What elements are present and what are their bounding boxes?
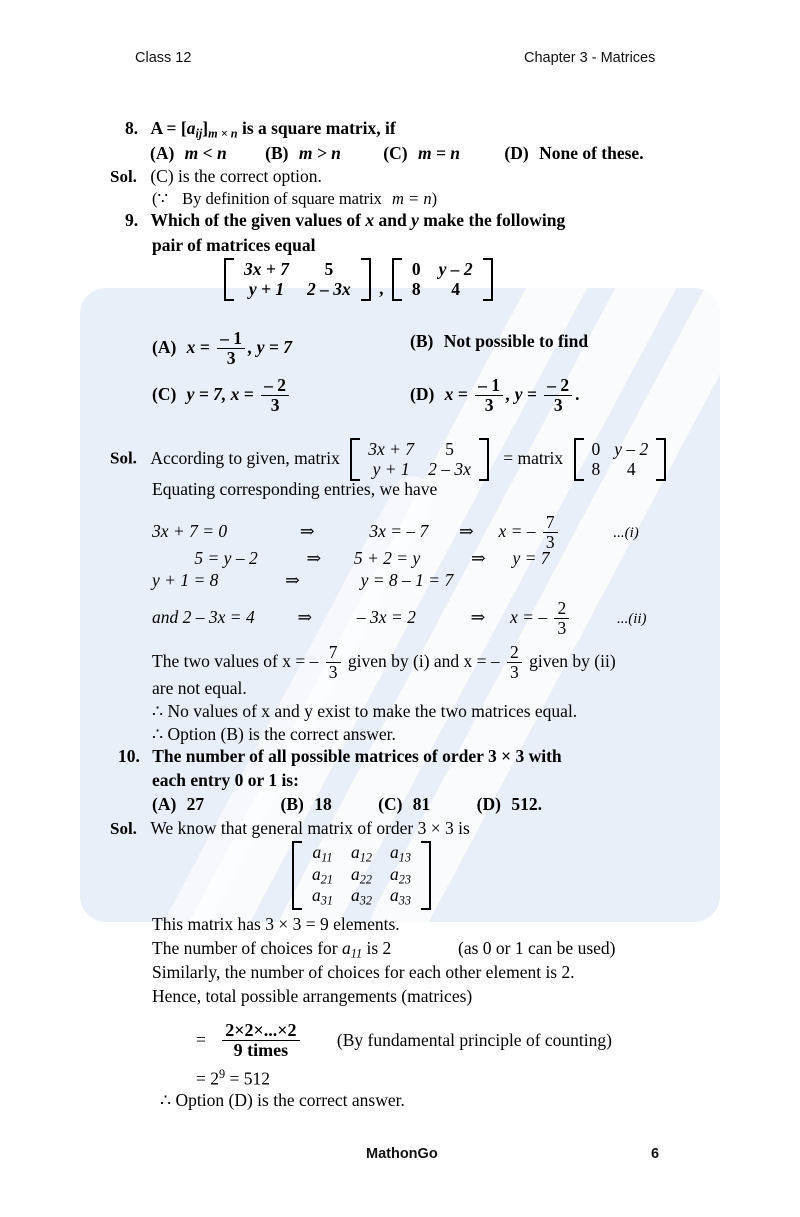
- q10-opt-c-label[interactable]: (C): [378, 794, 403, 814]
- q9-opt-d-num1: – 1: [478, 375, 501, 395]
- q10-line-1: This matrix has 3 × 3 = 9 elements.: [152, 914, 400, 934]
- q9-opt-d-label[interactable]: (D): [410, 384, 435, 405]
- q9-sol-mr-r0c0: 0: [591, 439, 601, 459]
- q9-concl-fraction-1: [326, 643, 341, 681]
- q10-m-r1c1-base: a: [351, 863, 360, 884]
- q10-m-r2c0-sub: 31: [320, 893, 333, 908]
- q10-line-4: Hence, total possible arrangements (matrices): [152, 986, 473, 1006]
- q10-m-r0c1-sub: 12: [359, 850, 372, 865]
- q10-opt-d-label[interactable]: (D): [476, 794, 501, 814]
- q9-equation-1: [152, 514, 639, 552]
- q10-m-r1c0-sub: 21: [320, 872, 333, 887]
- q9-eq1-mid: 3x = – 7: [369, 521, 429, 542]
- q9-solution-intro: [110, 438, 668, 481]
- q9-sol-mr-r1c1: 4: [626, 458, 636, 479]
- q10-opt-b-label[interactable]: (B): [280, 794, 304, 814]
- q10-line2-a: a: [342, 938, 351, 958]
- q9-opt-a-label[interactable]: (A): [152, 337, 177, 358]
- q10-m-r0c1-base: a: [351, 842, 360, 862]
- q9-opt-c-fraction: [261, 376, 289, 414]
- q9-ml-r0c0: 3x + 7: [244, 259, 289, 279]
- header-chapter: Chapter 3 - Matrices: [524, 50, 656, 66]
- q10-sol-intro-text: We know that general matrix of order 3 × 3 is: [150, 818, 470, 838]
- q9-sol-matrix-right: [574, 438, 667, 481]
- q9-eq3-left: y + 1 = 8: [152, 570, 219, 590]
- q8-sol-text: (C) is the correct option.: [150, 166, 322, 186]
- q10-calc-equals: =: [196, 1029, 206, 1050]
- q9-conclusion-line-4: ∴ Option (B) is the correct answer.: [152, 724, 396, 744]
- q9-opt-b-label[interactable]: (B): [410, 331, 434, 351]
- q9-concl-den2: 3: [507, 662, 522, 682]
- q9-eq4-arrow-2: ⇒: [470, 607, 486, 628]
- q10-m-r2c2: [381, 886, 420, 908]
- q9-concl-c: given by (ii): [524, 651, 616, 672]
- q9-eq4-left: and 2 – 3x = 4: [152, 607, 255, 628]
- q10-m-r0c1: [342, 843, 381, 865]
- question-9-matrix-pair: [222, 258, 495, 301]
- q9-opt-d-fraction-2: [544, 376, 572, 414]
- q9-eq1-right-pre: x = –: [498, 521, 540, 542]
- q8-opt-b-text[interactable]: m > n: [298, 143, 341, 163]
- q8-sol2-d: ): [431, 189, 438, 208]
- q9-conclusion-line-1: [152, 644, 616, 682]
- question-9-number: 9.: [125, 210, 139, 230]
- q9-sol-ml-r1c1: 2 – 3x: [428, 458, 471, 479]
- q9-eq2-right: y = 7: [512, 548, 550, 568]
- q9-concl-a: The two values of x = –: [152, 651, 323, 672]
- q8-solution-line-2: [152, 191, 437, 208]
- q9-stem-mid: and: [374, 210, 412, 230]
- q8-opt-a-text[interactable]: m < n: [184, 143, 227, 163]
- q9-eq4-fraction: [554, 599, 569, 637]
- q9-concl-b: given by (i) and x = –: [343, 651, 505, 672]
- q10-calculation-line-2: [196, 1068, 270, 1088]
- q8-stem-a: A = [: [150, 118, 187, 138]
- q10-line-3: Similarly, the number of choices for each other element is 2.: [152, 962, 575, 982]
- q9-concl-num1: 7: [328, 642, 338, 662]
- q9-mr-r0c1: y – 2: [438, 259, 473, 279]
- q10-calc-den: 9 times: [222, 1040, 299, 1060]
- q10-m-r1c1-sub: 22: [359, 872, 372, 887]
- q9-sol-mr-r1c0: 8: [591, 458, 601, 479]
- q10-line2-post: is 2: [362, 938, 392, 958]
- q9-opt-c-label[interactable]: (C): [152, 384, 177, 405]
- q10-m-r2c1: [342, 886, 381, 908]
- q9-conclusion-line-3: ∴ No values of x and y exist to make the two matrices equal.: [152, 701, 578, 721]
- q10-m-r0c2: [381, 843, 420, 865]
- q9-opt-d-num2: – 2: [547, 375, 570, 395]
- q9-conclusion-line-2: are not equal.: [152, 678, 247, 698]
- q9-opt-d-den1: 3: [475, 395, 503, 415]
- q10-m-r2c0: [303, 886, 342, 908]
- q9-sol-equals: = matrix: [503, 447, 564, 468]
- question-10-options: [152, 796, 542, 814]
- q9-eq4-right-pre: x = –: [510, 607, 552, 628]
- q9-opt-d-mid: , y =: [506, 384, 542, 405]
- q9-sol-intro-text: According to given, matrix: [150, 447, 340, 468]
- q9-matrix-right: [392, 258, 493, 301]
- q8-opt-a-label[interactable]: (A): [150, 143, 175, 163]
- q8-stem-c: is a square matrix, if: [237, 118, 396, 138]
- q9-opt-a-den: 3: [217, 348, 245, 368]
- q10-final-answer: ∴ Option (D) is the correct answer.: [160, 1090, 405, 1110]
- q10-sol-label: Sol.: [110, 819, 137, 838]
- q8-sol-label: Sol.: [110, 167, 137, 186]
- q10-m-r2c0-base: a: [312, 885, 321, 906]
- q9-eq1-num: 7: [545, 512, 555, 532]
- q9-sol-ml-r0c1: 5: [445, 439, 454, 459]
- q9-sol-mr-r0c1: y – 2: [614, 439, 649, 459]
- q10-line2-pre: The number of choices for: [152, 938, 342, 958]
- q10-m-r0c0-base: a: [312, 842, 322, 862]
- q10-calc-fraction: [222, 1021, 299, 1060]
- q8-sol2-b: By definition of square matrix: [182, 189, 382, 208]
- q10-calc-num: 2×2×...×2: [225, 1020, 297, 1040]
- question-8-number: 8.: [125, 118, 139, 138]
- q10-opt-b-text[interactable]: 18: [314, 794, 332, 814]
- q9-eq1-arrow-2: ⇒: [459, 521, 474, 542]
- q10-m-r0c2-sub: 13: [398, 850, 411, 865]
- question-9-stem-line-2: pair of matrices equal: [152, 235, 316, 255]
- q9-eq2-arrow-1: ⇒: [306, 548, 322, 568]
- q9-concl-num2: 2: [510, 642, 519, 662]
- q8-stem-b: ]: [202, 118, 209, 138]
- q9-equation-3: [152, 572, 453, 590]
- q9-equating-line: Equating corresponding entries, we have: [152, 479, 438, 499]
- q10-calc2-pre: = 2: [196, 1068, 219, 1089]
- q8-opt-c-text[interactable]: m = n: [417, 143, 461, 163]
- q9-opt-a-post: , y = 7: [248, 337, 293, 358]
- header-class: Class 12: [135, 50, 192, 66]
- q9-option-d[interactable]: [410, 377, 580, 415]
- q9-sol-matrix-left: [350, 438, 489, 481]
- q8-opt-c-label[interactable]: (C): [383, 143, 408, 163]
- q8-sol2-c: m = n: [392, 189, 432, 208]
- q9-opt-d-fraction-1: [475, 376, 503, 414]
- q9-eq4-tag: ...(ii): [616, 611, 647, 628]
- q9-eq4-mid: – 3x = 2: [356, 607, 416, 628]
- q9-eq2-left: 5 = y – 2: [194, 548, 258, 568]
- q9-eq2-mid: 5 + 2 = y: [353, 548, 421, 568]
- q9-matrix-left: [224, 258, 371, 301]
- q9-ml-r1c0: y + 1: [248, 278, 285, 299]
- q9-matrix-comma: ,: [379, 277, 384, 298]
- q9-option-a[interactable]: [152, 330, 292, 368]
- q8-sol2-a: (∵: [152, 189, 168, 208]
- q9-mr-r1c1: 4: [451, 278, 460, 299]
- q10-m-r1c0: [303, 865, 342, 887]
- q9-opt-d-post: .: [575, 384, 580, 405]
- q10-calculation-line-1: [196, 1022, 612, 1061]
- q9-eq1-tag: ...(i): [613, 525, 639, 542]
- question-9-stem-line-1: [125, 212, 565, 230]
- q10-calc-note: (By fundamental principle of counting): [336, 1029, 612, 1050]
- q8-stem-aij: a: [186, 118, 196, 138]
- q9-mr-r1c0: 8: [411, 278, 421, 299]
- question-10-number: 10.: [118, 746, 140, 766]
- q10-m-r2c1-base: a: [351, 885, 360, 906]
- q9-opt-a-fraction: [217, 329, 245, 367]
- question-8-stem: [125, 120, 396, 140]
- q10-m-r1c2-base: a: [390, 863, 399, 884]
- question-10-stem-line-1: [118, 748, 562, 766]
- q10-calc2-sup: 9: [219, 1067, 226, 1081]
- q9-concl-den1: 3: [326, 662, 341, 682]
- q9-equation-4: [152, 600, 647, 638]
- q9-ml-r1c1: 2 – 3x: [306, 278, 351, 299]
- q9-stem-post: make the following: [418, 210, 566, 230]
- q10-opt-d-text[interactable]: 512.: [511, 794, 542, 814]
- q9-concl-fraction-2: [507, 643, 522, 681]
- q10-m-r1c2-sub: 23: [398, 872, 411, 887]
- question-10-stem-line-2: each entry 0 or 1 is:: [152, 770, 299, 790]
- q9-eq4-den: 3: [554, 618, 569, 638]
- q9-stem-y: y: [411, 210, 419, 230]
- q9-sol-label: Sol.: [110, 448, 137, 468]
- q9-eq3-mid: y = 8 – 1 = 7: [360, 570, 454, 590]
- q9-opt-c-pre: y = 7, x =: [186, 384, 259, 405]
- q9-equation-2: [152, 550, 550, 568]
- q9-ml-r0c1: 5: [324, 259, 334, 279]
- q9-eq1-den: 3: [543, 532, 558, 552]
- q10-m-r2c2-base: a: [390, 885, 399, 906]
- q9-sol-ml-r1c0: y + 1: [372, 458, 410, 479]
- q10-matrix-3x3: [290, 841, 433, 910]
- q10-m-r1c2: [381, 865, 420, 887]
- question-8-options: [150, 145, 644, 163]
- q10-solution-intro: [110, 820, 470, 838]
- q9-eq1-left: 3x + 7 = 0: [152, 521, 228, 542]
- q8-opt-d-text[interactable]: None of these.: [539, 143, 644, 163]
- q9-opt-b-text[interactable]: Not possible to find: [443, 331, 589, 351]
- q10-opt-a-text[interactable]: 27: [186, 794, 205, 814]
- q9-eq1-fraction: [543, 513, 558, 551]
- q9-sol-ml-r0c0: 3x + 7: [368, 439, 415, 459]
- q8-opt-d-label[interactable]: (D): [504, 143, 529, 163]
- q9-opt-a-pre: x =: [186, 337, 215, 358]
- q9-eq1-arrow-1: ⇒: [299, 521, 315, 542]
- q9-opt-d-den2: 3: [544, 395, 572, 415]
- q10-m-r0c0-sub: 11: [321, 850, 333, 865]
- q10-opt-c-text[interactable]: 81: [412, 794, 431, 814]
- q9-eq3-arrow-1: ⇒: [285, 570, 300, 590]
- q8-solution-line-1: [110, 168, 322, 186]
- q10-m-r2c1-sub: 32: [359, 893, 372, 908]
- q10-stem-1: The number of all possible matrices of order 3 × 3 with: [152, 746, 562, 766]
- q10-m-r0c0: [303, 843, 342, 865]
- q9-eq4-arrow-1: ⇒: [297, 607, 313, 628]
- q10-calc2-post: = 512: [225, 1068, 270, 1089]
- q9-opt-c-num: – 2: [264, 375, 287, 395]
- footer-brand: MathonGo: [366, 1146, 438, 1162]
- q10-line2-note: (as 0 or 1 can be used): [458, 938, 616, 958]
- q8-opt-b-label[interactable]: (B): [265, 143, 289, 163]
- q9-eq4-num: 2: [557, 598, 567, 618]
- q9-opt-c-den: 3: [261, 395, 289, 415]
- q10-m-r2c2-sub: 33: [398, 893, 411, 908]
- q10-m-r0c2-base: a: [390, 842, 399, 862]
- q10-m-r1c1: [342, 865, 381, 887]
- q9-mr-r0c0: 0: [411, 259, 421, 279]
- q8-stem-mn: m × n: [208, 126, 238, 141]
- q9-option-c[interactable]: [152, 377, 292, 415]
- footer-page-number: 6: [651, 1146, 660, 1162]
- q10-matrix: [292, 841, 431, 910]
- q8-stem-ij: ij: [195, 126, 203, 141]
- q10-opt-a-label[interactable]: (A): [152, 794, 177, 814]
- q9-stem-x: x: [365, 210, 375, 230]
- q9-eq2-arrow-2: ⇒: [471, 548, 486, 568]
- q9-stem-pre: Which of the given values of: [150, 210, 366, 230]
- q9-opt-d-pre: x =: [444, 384, 473, 405]
- q9-option-b[interactable]: [410, 333, 588, 351]
- q10-line2-sub: 11: [350, 946, 363, 961]
- q10-line-2: [152, 940, 615, 960]
- q9-opt-a-num: – 1: [220, 328, 243, 348]
- q10-m-r1c0-base: a: [312, 863, 321, 884]
